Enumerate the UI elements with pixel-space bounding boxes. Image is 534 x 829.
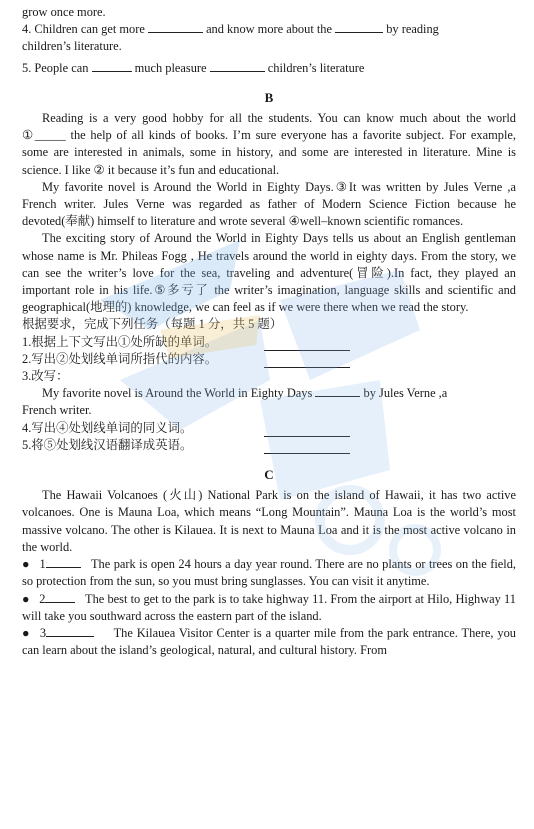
section-c-title: C	[264, 467, 274, 483]
bullet-1-blank[interactable]	[46, 556, 81, 568]
task-instructions: 根据要求，完成下列任务（每题 1 分，共 5 题）	[22, 317, 283, 332]
section-b-paragraph-2: My favorite novel is Around the World in Eighty Days.③It was written by Jules Verne ,a French writer. Jules Verne was regarded as father of Modern Science Fiction because he devoted(奉献) himself to literature and wrote several ④well–known scientific romances.	[22, 179, 516, 229]
section-b-paragraph-3: The exciting story of Around the World in Eighty Days tells us about an English gentleman whose name is Mr. Phileas Fogg , He travels around the world in eighty days. From the story, we can see the writer’s love for the sea, traveling and adventure(冒险).In fact, they played an important role in his life.⑤多亏了 the writer’s imagination, language skills and scientific and geographical(地理的) knowledge, we can feel as if we were there when we read the story.	[22, 231, 516, 315]
bullet-icon: ●	[22, 591, 30, 606]
task-3-sentence: My favorite novel is Around the World in Eighty Days by Jules Verne ,a	[42, 386, 448, 401]
question-4-cont: children’s literature.	[22, 39, 122, 54]
section-c-paragraph-1: The Hawaii Volcanoes (火山) National Park is on the island of Hawaii, it has two active volcanoes. One is Mauna Loa, which means “Long Mountain”. Mauna Loa is the world’s most massive volcano. The other is Kilauea. It is next to Mauna Loa and it is the most active volcano in the world.	[22, 488, 516, 554]
task-1-answer-line[interactable]	[264, 338, 350, 351]
section-c-bullet-1: ● 1 The park is open 24 hours a day year round. There are no plants or trees on the field, so protection from the sun, so you must bring sunglasses. You can visit it anytime.	[22, 557, 516, 589]
bullet-icon: ●	[22, 557, 30, 572]
task-5: 5.将⑤处划线汉语翻译成英语。	[22, 437, 516, 454]
task-2: 2.写出②处划线单词所指代的内容。	[22, 351, 516, 368]
question-5: 5. People can much pleasure children’s literature	[22, 60, 365, 75]
task-4: 4.写出④处划线单词的同义词。	[22, 420, 516, 437]
bullet-3-blank[interactable]	[46, 625, 94, 637]
q5-blank-2[interactable]	[210, 60, 265, 72]
q4-blank-2[interactable]	[335, 21, 383, 33]
section-c-bullet-3: ● 3 The Kilauea Visitor Center is a quarter mile from the park entrance. There, you can learn about the island’s geological, natural, and cultural history. From	[22, 625, 516, 658]
section-c-bullet-2: ● 2 The best to get to the park is to take highway 11. From the airport at Hilo, Highway 11 will take you southward across the eastern part of the island.	[22, 591, 516, 623]
task-3-blank[interactable]	[315, 385, 360, 397]
task-3-label: 3.改写：	[22, 369, 69, 384]
task-4-answer-line[interactable]	[264, 424, 350, 437]
bullet-icon: ●	[22, 625, 30, 640]
q5-blank-1[interactable]	[92, 60, 132, 72]
task-3-sentence-cont: French writer.	[22, 403, 92, 418]
q4-blank-1[interactable]	[148, 21, 203, 33]
section-b-title: B	[264, 89, 274, 105]
task-2-answer-line[interactable]	[264, 355, 350, 368]
task-5-answer-line[interactable]	[264, 441, 350, 454]
section-b-paragraph-1: Reading is a very good hobby for all the students. You can know much about the world ①_____ the help of all kinds of books. I’m sure everyone has a favorite subject. For example, some are interested in animals, some in history, and some are interested in literature. Mine is science. I like ② it because it’s fun and educational.	[22, 111, 516, 177]
continued-line: grow once more.	[22, 5, 106, 19]
task-1: 1.根据上下文写出①处所缺的单词。	[22, 334, 516, 351]
bullet-2-blank[interactable]	[45, 591, 75, 603]
question-4: 4. Children can get more and know more about the by reading	[22, 22, 439, 37]
